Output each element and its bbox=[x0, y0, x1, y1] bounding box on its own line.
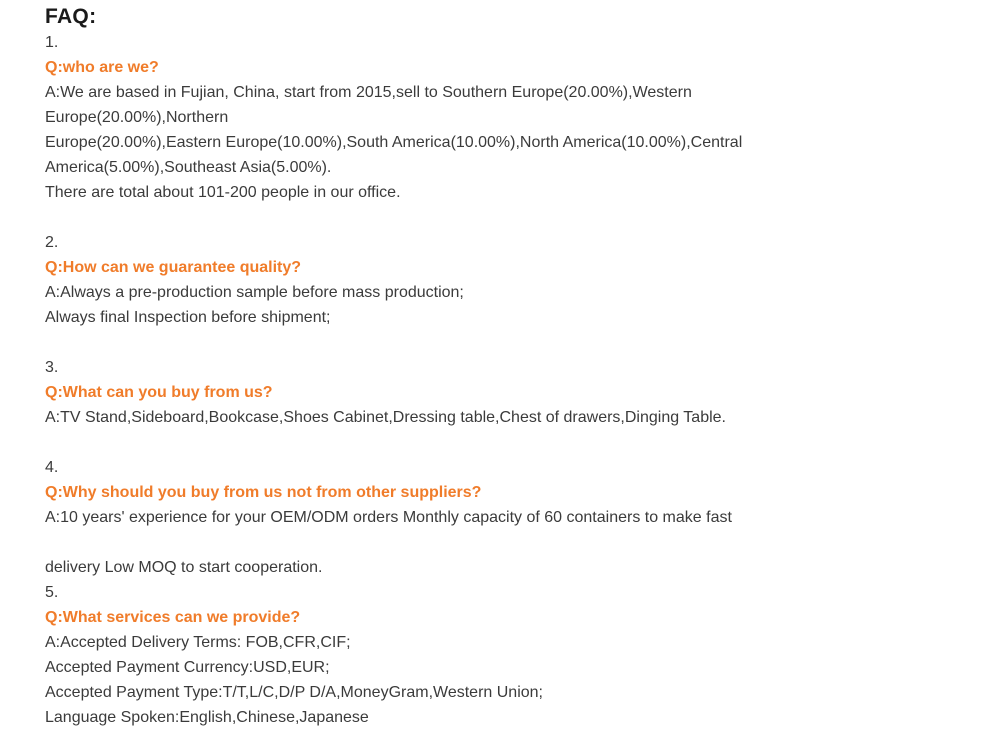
faq-section-number: 2. bbox=[45, 234, 59, 251]
section-gap bbox=[45, 205, 980, 230]
faq-question: Q:What can you buy from us? bbox=[45, 384, 273, 401]
faq-question: Q:How can we guarantee quality? bbox=[45, 259, 302, 276]
faq-section-number: 5. bbox=[45, 584, 59, 601]
section-gap bbox=[45, 330, 980, 355]
faq-answer-line bbox=[45, 530, 980, 555]
faq-question: Q:What services can we provide? bbox=[45, 609, 301, 626]
faq-section bbox=[45, 30, 980, 230]
faq-answer-line: Language Spoken:English,Chinese,Japanese bbox=[45, 709, 369, 726]
faq-answer-line: Europe(20.00%),Eastern Europe(10.00%),South America(10.00%),North America(10.00%),Central bbox=[45, 134, 743, 151]
faq-section bbox=[45, 230, 980, 355]
faq-question: Q:Why should you buy from us not from other suppliers? bbox=[45, 484, 482, 501]
faq-answer-line: Accepted Payment Type:T/T,L/C,D/P D/A,MoneyGram,Western Union; bbox=[45, 684, 543, 701]
faq-answer-line: A:TV Stand,Sideboard,Bookcase,Shoes Cabinet,Dressing table,Chest of drawers,Dinging Table. bbox=[45, 409, 726, 426]
faq-answer-line: A:Accepted Delivery Terms: FOB,CFR,CIF; bbox=[45, 634, 351, 651]
faq-answer-line: There are total about 101-200 people in our office. bbox=[45, 184, 401, 201]
faq-question: Q:who are we? bbox=[45, 59, 159, 76]
page-title: FAQ: bbox=[45, 5, 97, 28]
faq-answer-line: Europe(20.00%),Northern bbox=[45, 109, 229, 126]
faq-answer-line: delivery Low MOQ to start cooperation. bbox=[45, 559, 323, 576]
faq-answer-line: Accepted Payment Currency:USD,EUR; bbox=[45, 659, 330, 676]
faq-answer-line: Always final Inspection before shipment; bbox=[45, 309, 331, 326]
faq-answer-line: A:We are based in Fujian, China, start from 2015,sell to Southern Europe(20.00%),Western bbox=[45, 84, 692, 101]
faq-sections bbox=[45, 30, 980, 730]
faq-section-number: 4. bbox=[45, 459, 59, 476]
faq-section bbox=[45, 355, 980, 455]
faq-section-number: 3. bbox=[45, 359, 59, 376]
faq-section bbox=[45, 455, 980, 580]
faq-answer-line: A:10 years' experience for your OEM/ODM orders Monthly capacity of 60 containers to make fast bbox=[45, 509, 732, 526]
faq-answer-line: A:Always a pre-production sample before mass production; bbox=[45, 284, 464, 301]
faq-section bbox=[45, 580, 980, 730]
faq-answer-line: America(5.00%),Southeast Asia(5.00%). bbox=[45, 159, 332, 176]
section-gap bbox=[45, 430, 980, 455]
faq-section-number: 1. bbox=[45, 34, 59, 51]
